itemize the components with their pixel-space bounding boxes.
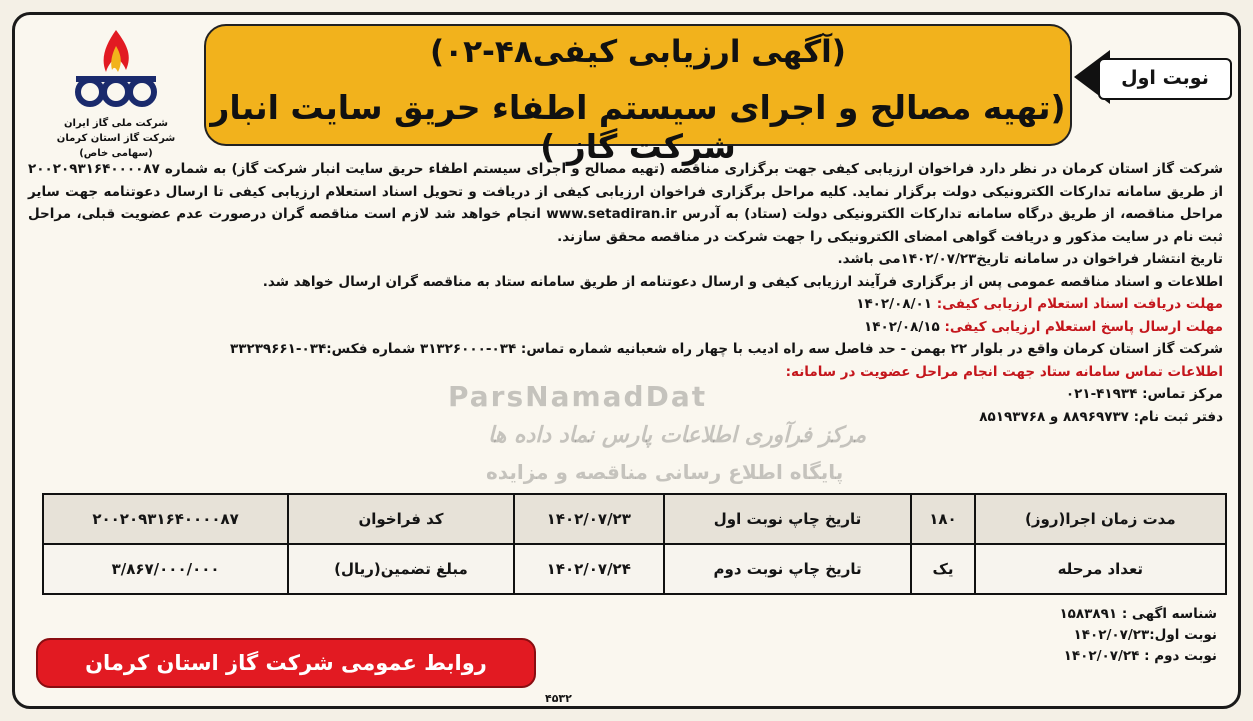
table-row [43,494,1226,544]
registration-office: دفتر ثبت نام: ۸۸۹۶۹۷۳۷ و ۸۵۱۹۳۷۶۸ [979,408,1223,425]
deadline-send: مهلت ارسال پاسخ استعلام ارزیابی کیفی: ۱۴۰۲/۰۸/۱۵ [863,318,1223,335]
table-cell: یک [911,544,974,594]
banner-title: (آگهی ارزیابی کیفی۴۸-۰۲) [430,34,846,70]
header-banner [204,24,1072,166]
table-row [43,544,1226,594]
banner-subtitle: (تهیه مصالح و اجرای سیستم اطفاء حریق سایت انبار شرکت گاز ) [210,88,1066,166]
page-number: ۴۵۳۲ [545,692,572,705]
address-line: شرکت گاز استان کرمان واقع در بلوار ۲۲ بهمن - حد فاصل سه راه ادیب با چهار راه شعبانیه شماره تماس: ۰۳۴-۳۱۳۲۶۰۰۰ شماره فکس:۰۳۴-۳۳۲۳۹۶۶۱ [229,341,1223,357]
logo-company-name: شرکت ملی گاز ایران [64,118,168,129]
table-cell: کد فراخوان [288,494,514,544]
publish-date: تاریخ انتشار فراخوان در سامانه تاریخ۱۴۰۲/۰۷/۲۳می باشد. [837,251,1223,267]
ad-footer-info [1059,604,1217,667]
documents-note: اطلاعات و اسناد مناقصه عمومی پس از برگزاری فرآیند ارزیابی کیفی و ارسال دعوتنامه از طریق سامانه ستاد به مناقصه گران ارسال خواهد شد. [262,273,1223,290]
table-cell: ۱۴۰۲/۰۷/۲۳ [514,494,664,544]
ad-id: شناسه اگهی : ۱۵۸۳۸۹۱ [1059,606,1217,622]
gas-flame-logo-icon [68,26,164,116]
table-cell: تاریخ چاپ نوبت دوم [664,544,912,594]
table-cell: ۱۴۰۲/۰۷/۲۴ [514,544,664,594]
public-relations-banner: روابط عمومی شرکت گاز استان کرمان [36,638,536,688]
table-cell: ۲۰۰۲۰۹۳۱۶۴۰۰۰۰۸۷ [43,494,288,544]
watermark-line-2: مرکز فرآوری اطلاعات پارس نماد داده ها [488,422,867,448]
logo-company-type: (سهامی خاص) [79,148,153,159]
table-cell: تاریخ چاپ نوبت اول [664,494,912,544]
table-cell: ۱۸۰ [911,494,974,544]
nobat-badge: نوبت اول [1098,58,1232,100]
ad-body [28,158,1223,428]
tender-info-table [42,493,1227,595]
deadline-receive: مهلت دریافت اسناد استعلام ارزیابی کیفی: ۱۴۰۲/۰۸/۰۱ [856,296,1223,312]
table-cell: ۳/۸۶۷/۰۰۰/۰۰۰ [43,544,288,594]
contact-title: اطلاعات تماس سامانه ستاد جهت انجام مراحل عضویت در سامانه: [785,363,1223,380]
watermark-latin: ParsNamadDat [448,380,708,413]
watermark-line-3: پایگاه اطلاع رسانی مناقصه و مزایده [486,460,844,484]
first-print-date: نوبت اول:۱۴۰۲/۰۷/۲۳ [1073,627,1217,643]
table-cell: تعداد مرحله [975,544,1226,594]
logo-province-company: شرکت گاز استان کرمان [56,133,176,144]
intro-paragraph: شرکت گاز استان کرمان در نظر دارد فراخوان ارزیابی کیفی جهت برگزاری مناقصه (تهیه مصالح و اجرای سیستم اطفاء حریق سایت انبار شرکت گاز) به شماره ۲۰۰۲۰۹۳۱۶۴۰۰۰۰۸۷ از طریق سامانه تدارکات الکترونیکی دولت برگزار نماید. کلیه مراحل برگزاری فراخوان ارزیابی کیفی از دریافت و تحویل اسناد استعلام ارزیابی کیفی تا ارسال دعوتنامه جهت سایر مراحل مناقصه، از طریق درگاه سامانه تدارکات الکترونیکی دولت (ستاد) به آدرس www.setadiran.ir انجام خواهد شد لازم است مناقصه گران درصورت عدم عضویت قبلی، مراحل ثبت نام در سایت مذکور و دریافت گواهی امضای الکترونیکی را جهت شرکت در مناقصه محقق سازند. [28,161,1224,245]
contact-center: مرکز تماس: ۴۱۹۳۴-۰۲۱ [1065,386,1223,402]
table-cell: مبلغ تضمین(ریال) [288,544,514,594]
second-print-date: نوبت دوم : ۱۴۰۲/۰۷/۲۴ [1063,648,1217,664]
setad-url-link[interactable]: www.setadiran.ir [546,206,677,222]
table-cell: مدت زمان اجرا(روز) [975,494,1226,544]
